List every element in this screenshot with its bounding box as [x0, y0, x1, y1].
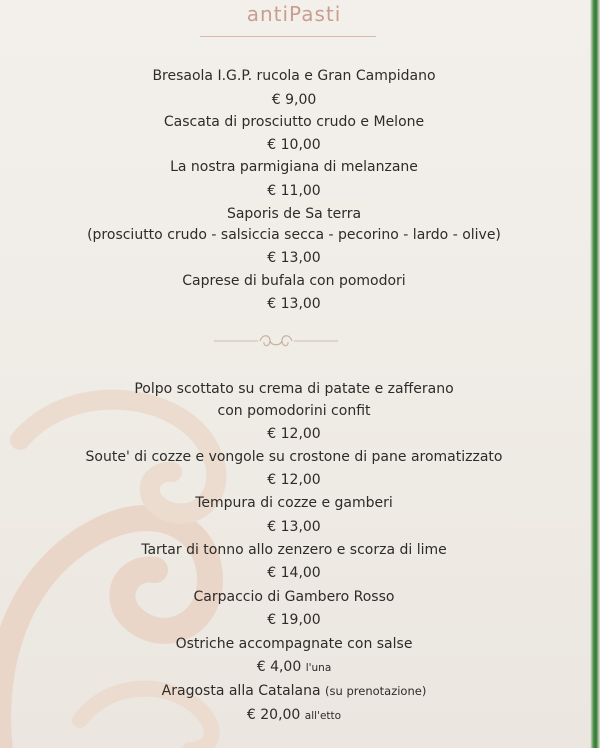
swirl-divider-icon: [214, 332, 338, 350]
menu-item-price: € 4,00: [256, 659, 302, 675]
green-page-edge: [590, 0, 600, 748]
menu-item-name: Tempura di cozze e gamberi: [195, 495, 393, 511]
menu-item-price-note: all'etto: [304, 710, 342, 722]
menu-item-price: € 12,00: [267, 426, 321, 442]
menu-item-name: Aragosta alla Catalana: [161, 683, 321, 699]
menu-item-name: Bresaola I.G.P. rucola e Gran Campidano: [152, 68, 436, 84]
menu-item-price-note: l'una: [305, 662, 332, 674]
menu-item-name-note: (su prenotazione): [325, 684, 427, 698]
menu-item-price: € 13,00: [267, 250, 321, 266]
menu-item-name-line: [0, 681, 588, 701]
menu-item-price-line: [0, 705, 588, 726]
section-title: antiPasti: [246, 2, 342, 26]
menu-item-name: La nostra parmigiana di melanzane: [170, 159, 418, 175]
menu-item-price-line: [0, 657, 588, 678]
menu-item-name: Cascata di prosciutto crudo e Melone: [163, 114, 425, 130]
menu-item-name: Saporis de Sa terra: [226, 206, 362, 222]
menu-item-name: Tartar di tonno allo zenzero e scorza di lime: [141, 542, 447, 558]
menu-item-name: Caprese di bufala con pomodori: [182, 273, 406, 289]
title-underline: [200, 36, 376, 37]
menu-item-price: € 13,00: [267, 519, 321, 535]
menu-item-price: € 20,00: [246, 707, 301, 723]
menu-item-price: € 11,00: [267, 183, 321, 199]
menu-item-name: Soute' di cozze e vongole su crostone di pane aromatizzato: [85, 449, 503, 465]
menu-item-name: Ostriche accompagnate con salse: [175, 636, 413, 652]
menu-item-price: € 9,00: [271, 92, 317, 108]
menu-item-price: € 19,00: [267, 612, 321, 628]
menu-item-price: € 12,00: [267, 472, 321, 488]
menu-item-price: € 10,00: [267, 137, 321, 153]
menu-item-price: € 14,00: [267, 565, 321, 581]
menu-item-name: Carpaccio di Gambero Rosso: [193, 589, 395, 605]
menu-item-price: € 13,00: [267, 296, 321, 312]
menu-item-description: con pomodorini confit: [217, 403, 371, 419]
menu-item-name: Polpo scottato su crema di patate e zafferano: [134, 381, 454, 397]
menu-item-description: (prosciutto crudo - salsiccia secca - pecorino - lardo - olive): [87, 227, 501, 243]
